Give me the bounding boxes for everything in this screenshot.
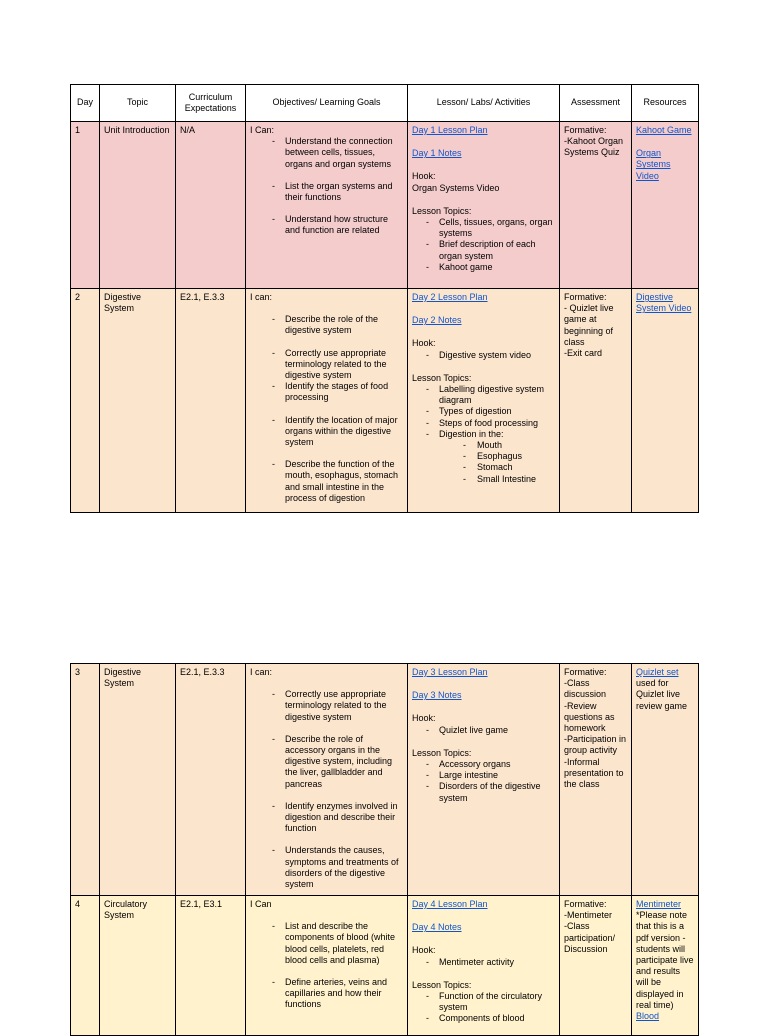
topic-item: - Function of the circulatory system [426, 991, 555, 1013]
objective-item: - Understands the causes, symptoms and treatments of disorders of the digestive system [272, 845, 403, 890]
header-lessons: Lesson/ Labs/ Activities [408, 85, 560, 122]
resources-cell [632, 289, 699, 513]
topics-label: Lesson Topics: [412, 747, 472, 758]
kahoot-game-link[interactable]: Kahoot Game [636, 125, 692, 135]
topic-item: - Disorders of the digestive system [426, 781, 555, 803]
objectives-intro: I can: [250, 667, 273, 677]
objectives-cell [246, 122, 408, 289]
notes-link[interactable]: Day 2 Notes [412, 315, 462, 326]
notes-link[interactable]: Day 4 Notes [412, 922, 462, 933]
topics-list [412, 759, 555, 804]
lesson-plan-link[interactable]: Day 2 Lesson Plan [412, 292, 488, 302]
table-row-day-2 [71, 289, 699, 513]
topic-item: - Accessory organs [426, 759, 555, 770]
lessons-cell [408, 896, 560, 1036]
resources-note: *Please note that this is a pdf version - students will participate live and results will be displayed in real time) [636, 910, 694, 1010]
header-topic: Topic [100, 85, 176, 122]
hook-list [412, 350, 555, 361]
notes-link[interactable]: Day 3 Notes [412, 690, 462, 701]
day-cell: 1 [71, 122, 100, 289]
topic-item: - Brief description of each organ system [426, 239, 555, 261]
topic-item: - Large intestine [426, 770, 555, 781]
topic-item: - Kahoot game [426, 262, 555, 273]
topics-label: Lesson Topics: [412, 205, 472, 216]
topic-cell: Circulatory System [100, 896, 176, 1036]
assessment-cell: Formative: -Mentimeter -Class participation/ Discussion [560, 896, 632, 1036]
topic-item [426, 429, 555, 485]
hook-list [412, 725, 555, 736]
objective-item: - Describe the role of the digestive system [272, 314, 403, 336]
hook-item: - Quizlet live game [426, 725, 555, 736]
lessons-cell [408, 122, 560, 289]
topics-label: Lesson Topics: [412, 372, 472, 383]
objective-item: - Identify enzymes involved in digestion and describe their function [272, 801, 403, 835]
lesson-plan-table-2 [70, 663, 699, 1036]
objective-item: - Understand how structure and function are related [272, 214, 403, 236]
objective-item: - Correctly use appropriate terminology related to the digestive system [272, 348, 403, 382]
topic-cell: Unit Introduction [100, 122, 176, 289]
objectives-list [250, 689, 403, 890]
objective-item: - Identify the location of major organs within the digestive system [272, 415, 403, 449]
lesson-plan-link[interactable]: Day 3 Lesson Plan [412, 667, 488, 677]
topics-list [412, 217, 555, 273]
objective-item: - Correctly use appropriate terminology related to the digestive system [272, 689, 403, 723]
mentimeter-link[interactable]: Mentimeter [636, 899, 682, 909]
hook-label: Hook: [412, 171, 436, 182]
assessment-cell: Formative: -Kahoot Organ Systems Quiz [560, 122, 632, 289]
objective-item: - Identify the stages of food processing [272, 381, 403, 403]
objectives-cell [246, 664, 408, 896]
quizlet-set-link[interactable]: Quizlet set [636, 667, 679, 677]
curriculum-cell: E2.1, E.3.3 [176, 664, 246, 896]
table-header-row [71, 85, 699, 122]
objectives-intro: I can: [250, 292, 273, 302]
topic-item: - Labelling digestive system diagram [426, 384, 555, 406]
curriculum-cell: N/A [176, 122, 246, 289]
resources-cell [632, 664, 699, 896]
hook-item: - Mentimeter activity [426, 957, 555, 968]
objectives-intro: I Can [250, 899, 272, 909]
topic-item: - Cells, tissues, organs, organ systems [426, 217, 555, 239]
objective-item: - Describe the role of accessory organs in the digestive system, including the liver, gallbladder and pancreas [272, 734, 403, 790]
objective-item: - Understand the connection between cells, tissues, organs and organ systems [272, 136, 403, 170]
topics-list [412, 991, 555, 1025]
topics-label: Lesson Topics: [412, 979, 472, 990]
objectives-list [250, 136, 403, 236]
topic-item-text: Digestion in the: [439, 428, 504, 439]
header-assessment: Assessment [560, 85, 632, 122]
topic-item: - Components of blood [426, 1013, 555, 1024]
objectives-intro: I Can: [250, 125, 275, 135]
day-cell: 4 [71, 896, 100, 1036]
resources-cell [632, 896, 699, 1036]
objectives-cell [246, 289, 408, 513]
hook-list [412, 957, 555, 968]
header-resources: Resources [632, 85, 699, 122]
objectives-list [250, 921, 403, 1010]
subtopic-item: - Esophagus [463, 451, 555, 462]
resources-cell [632, 122, 699, 289]
day-cell: 3 [71, 664, 100, 896]
notes-link[interactable]: Day 1 Notes [412, 148, 462, 159]
topic-item: - Steps of food processing [426, 418, 555, 429]
subtopics-list [439, 440, 555, 485]
hook-label: Hook: [412, 338, 436, 349]
digestive-system-video-link[interactable]: Digestive System Video [636, 292, 692, 314]
hook-text: Organ Systems Video [412, 182, 500, 193]
lesson-plan-link[interactable]: Day 4 Lesson Plan [412, 899, 488, 909]
lesson-plan-table-1 [70, 84, 699, 513]
objectives-list [250, 314, 403, 504]
table-row-day-1 [71, 122, 699, 289]
objective-item: - List the organ systems and their functions [272, 181, 403, 203]
assessment-cell: Formative: -Class discussion -Review questions as homework -Participation in group activity -Informal presentation to the class [560, 664, 632, 896]
topic-item: - Types of digestion [426, 406, 555, 417]
resources-note: used for Quizlet live review game [636, 678, 688, 711]
curriculum-cell: E2.1, E3.1 [176, 896, 246, 1036]
lesson-plan-link[interactable]: Day 1 Lesson Plan [412, 125, 488, 135]
header-objectives: Objectives/ Learning Goals [246, 85, 408, 122]
objective-item: - Describe the function of the mouth, esophagus, stomach and small intestine in the process of digestion [272, 459, 403, 504]
curriculum-cell: E2.1, E.3.3 [176, 289, 246, 513]
lessons-cell [408, 664, 560, 896]
blood-link[interactable]: Blood [636, 1011, 660, 1022]
subtopic-item: - Stomach [463, 462, 555, 473]
header-day: Day [71, 85, 100, 122]
objective-item: - List and describe the components of blood (white blood cells, platelets, red blood cells and plasma) [272, 921, 403, 966]
hook-label: Hook: [412, 713, 436, 724]
objective-item: - Define arteries, veins and capillaries and how their functions [272, 977, 403, 1011]
hook-item: - Digestive system video [426, 350, 555, 361]
objectives-cell [246, 896, 408, 1036]
organ-systems-video-link[interactable]: Organ Systems Video [636, 148, 671, 181]
subtopic-item: - Small Intestine [463, 474, 555, 485]
subtopic-item: - Mouth [463, 440, 555, 451]
topic-cell: Digestive System [100, 664, 176, 896]
topic-cell: Digestive System [100, 289, 176, 513]
table-row-day-4 [71, 896, 699, 1036]
day-cell: 2 [71, 289, 100, 513]
hook-label: Hook: [412, 945, 436, 956]
assessment-cell: Formative: - Quizlet live game at beginning of class -Exit card [560, 289, 632, 513]
topics-list [412, 384, 555, 485]
table-row-day-3 [71, 664, 699, 896]
lessons-cell [408, 289, 560, 513]
header-curriculum: Curriculum Expectations [176, 85, 246, 122]
